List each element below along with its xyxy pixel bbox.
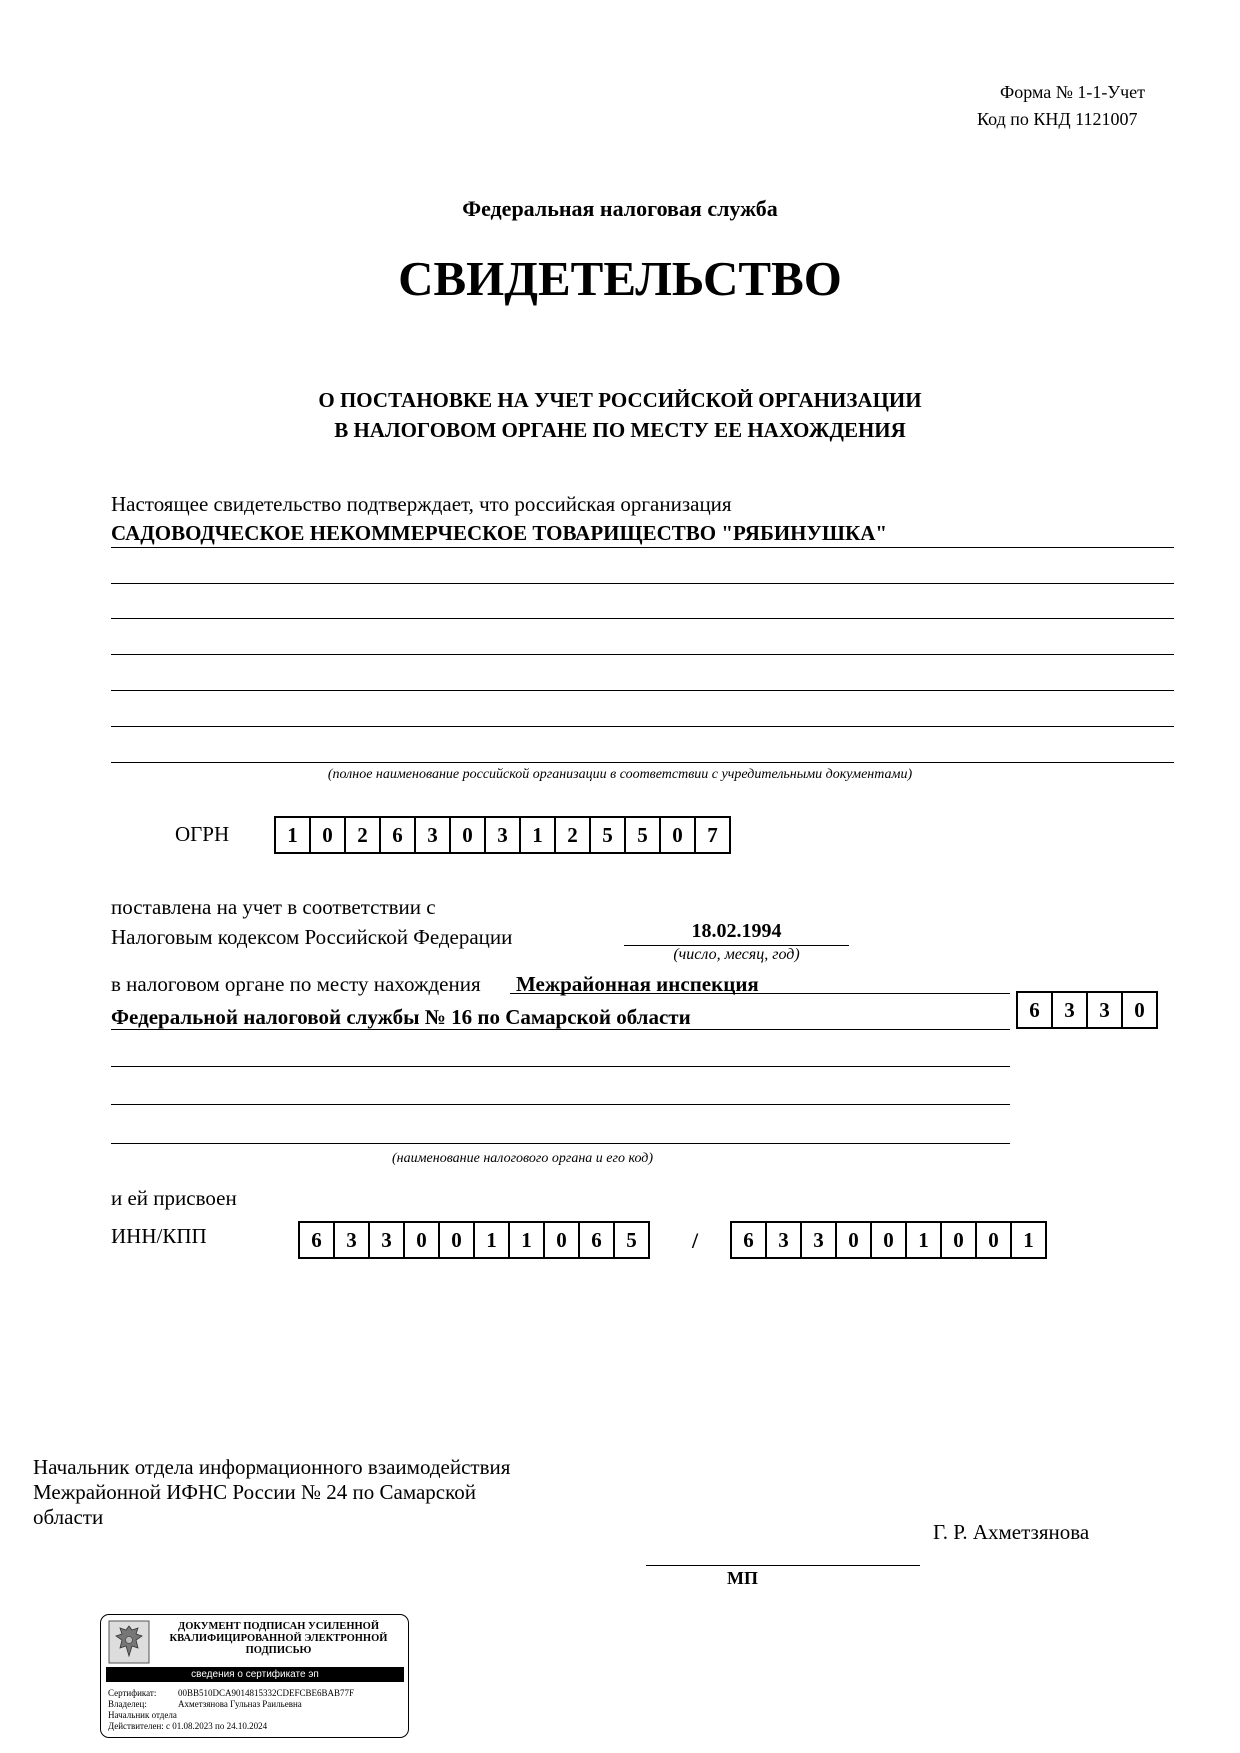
date-caption: (число, месяц, год) bbox=[673, 946, 800, 963]
certificate-label: Сертификат: bbox=[108, 1688, 157, 1698]
authority-code-cells bbox=[1016, 991, 1158, 1029]
inn-digit-cell: 0 bbox=[405, 1223, 440, 1257]
authority-line bbox=[510, 993, 1010, 994]
inn-digit-cell: 5 bbox=[615, 1223, 650, 1257]
ogrn-digit-cell: 5 bbox=[591, 818, 626, 852]
inn-digit-cell: 3 bbox=[335, 1223, 370, 1257]
validity-value: с 01.08.2023 по 24.10.2024 bbox=[166, 1721, 268, 1731]
signatory-position-3: области bbox=[33, 1505, 104, 1529]
document-title: СВИДЕТЕЛЬСТВО bbox=[398, 251, 842, 306]
inn-digit-cell: 1 bbox=[475, 1223, 510, 1257]
kpp-digit-cell: 1 bbox=[907, 1223, 942, 1257]
org-name-line bbox=[111, 654, 1174, 655]
signatory-position-1: Начальник отдела информационного взаимодействия bbox=[33, 1455, 511, 1479]
kpp-digit-cell: 3 bbox=[767, 1223, 802, 1257]
inn-digit-cell: 0 bbox=[545, 1223, 580, 1257]
authority-name-2: Федеральной налоговой службы № 16 по Самарской области bbox=[111, 1005, 691, 1029]
ogrn-digit-cell: 0 bbox=[661, 818, 696, 852]
kpp-digit-cell: 0 bbox=[872, 1223, 907, 1257]
org-name-line bbox=[111, 583, 1174, 584]
ogrn-digit-cell: 0 bbox=[311, 818, 346, 852]
ogrn-cells bbox=[274, 816, 731, 854]
authority-code-digit-cell: 3 bbox=[1088, 993, 1123, 1027]
ogrn-digit-cell: 2 bbox=[556, 818, 591, 852]
e-signature-stamp bbox=[100, 1614, 409, 1738]
kpp-digit-cell: 6 bbox=[732, 1223, 767, 1257]
organization-name: САДОВОДЧЕСКОЕ НЕКОММЕРЧЕСКОЕ ТОВАРИЩЕСТВО "РЯБИНУШКА" bbox=[111, 521, 888, 545]
org-name-line bbox=[111, 690, 1174, 691]
ogrn-digit-cell: 2 bbox=[346, 818, 381, 852]
authority-name: Федеральная налоговая служба bbox=[462, 196, 778, 221]
authority-code-digit-cell: 0 bbox=[1123, 993, 1158, 1027]
org-name-caption: (полное наименование российской организации в соответствии с учредительными документами) bbox=[327, 767, 913, 782]
inn-digit-cell: 6 bbox=[300, 1223, 335, 1257]
ogrn-digit-cell: 0 bbox=[451, 818, 486, 852]
registration-line-2: Налоговым кодексом Российской Федерации bbox=[111, 925, 513, 949]
kpp-digit-cell: 0 bbox=[837, 1223, 872, 1257]
authority-line bbox=[111, 1066, 1010, 1067]
form-number: Форма № 1-1-Учет bbox=[1000, 82, 1146, 102]
authority-code-digit-cell: 6 bbox=[1018, 993, 1053, 1027]
inn-cells bbox=[298, 1221, 650, 1259]
kpp-digit-cell: 3 bbox=[802, 1223, 837, 1257]
authority-code-digit-cell: 3 bbox=[1053, 993, 1088, 1027]
ogrn-digit-cell: 1 bbox=[276, 818, 311, 852]
ogrn-digit-cell: 7 bbox=[696, 818, 731, 852]
kpp-digit-cell: 0 bbox=[977, 1223, 1012, 1257]
owner-label: Владелец: bbox=[108, 1699, 147, 1709]
authority-line bbox=[111, 1029, 1010, 1030]
kpp-digit-cell: 1 bbox=[1012, 1223, 1047, 1257]
inn-digit-cell: 0 bbox=[440, 1223, 475, 1257]
subtitle-line-1: О ПОСТАНОВКЕ НА УЧЕТ РОССИЙСКОЙ ОРГАНИЗАЦИИ bbox=[318, 388, 922, 412]
authority-line bbox=[111, 1143, 1010, 1144]
intro-text: Настоящее свидетельство подтверждает, что российская организация bbox=[111, 492, 732, 516]
authority-caption: (наименование налогового органа и его код) bbox=[392, 1151, 654, 1166]
knd-code: Код по КНД 1121007 bbox=[977, 109, 1138, 129]
ogrn-label: ОГРН bbox=[175, 822, 230, 846]
signatory-position-2: Межрайонной ИФНС России № 24 по Самарской bbox=[33, 1480, 476, 1504]
inn-kpp-separator: / bbox=[692, 1228, 699, 1253]
org-name-line bbox=[111, 618, 1174, 619]
stamp-owner-position: Начальник отдела bbox=[108, 1710, 177, 1720]
registration-date: 18.02.1994 bbox=[691, 920, 782, 942]
owner-value: Ахметзянова Гульназ Раильевна bbox=[178, 1699, 302, 1709]
kpp-digit-cell: 0 bbox=[942, 1223, 977, 1257]
inn-digit-cell: 6 bbox=[580, 1223, 615, 1257]
ogrn-digit-cell: 5 bbox=[626, 818, 661, 852]
inn-kpp-label: ИНН/КПП bbox=[111, 1224, 207, 1248]
ogrn-digit-cell: 1 bbox=[521, 818, 556, 852]
stamp-title: ДОКУМЕНТ ПОДПИСАН УСИЛЕННОЙ КВАЛИФИЦИРОВАННОЙ ЭЛЕКТРОННОЙ ПОДПИСЬЮ bbox=[169, 1621, 388, 1656]
stamp-certificate-bar: сведения о сертификате эп bbox=[106, 1667, 404, 1682]
inn-digit-cell: 3 bbox=[370, 1223, 405, 1257]
authority-line bbox=[111, 1104, 1010, 1105]
signatory-name: Г. Р. Ахметзянова bbox=[933, 1520, 1090, 1544]
authority-name-1: Межрайонная инспекция bbox=[516, 972, 759, 996]
stamp-certificate-row bbox=[108, 1688, 354, 1698]
stamp-validity-row bbox=[108, 1721, 267, 1731]
inn-digit-cell: 1 bbox=[510, 1223, 545, 1257]
validity-label: Действителен: bbox=[108, 1721, 164, 1731]
authority-intro: в налоговом органе по месту нахождения bbox=[111, 972, 481, 996]
ogrn-digit-cell: 3 bbox=[486, 818, 521, 852]
assigned-intro: и ей присвоен bbox=[111, 1186, 237, 1210]
seal-mark: МП bbox=[727, 1568, 758, 1588]
registration-line-1: поставлена на учет в соответствии с bbox=[111, 895, 436, 919]
ogrn-digit-cell: 3 bbox=[416, 818, 451, 852]
subtitle-line-2: В НАЛОГОВОМ ОРГАНЕ ПО МЕСТУ ЕЕ НАХОЖДЕНИЯ bbox=[334, 418, 906, 442]
org-name-line bbox=[111, 762, 1174, 763]
kpp-cells bbox=[730, 1221, 1047, 1259]
signature-line bbox=[646, 1565, 920, 1566]
stamp-owner-row bbox=[108, 1699, 302, 1709]
org-name-line bbox=[111, 726, 1174, 727]
ogrn-digit-cell: 6 bbox=[381, 818, 416, 852]
org-name-line bbox=[111, 547, 1174, 548]
russian-coat-of-arms-icon bbox=[108, 1620, 150, 1664]
certificate-value: 00BB510DCA9014815332CDEFCBE6BAB77F bbox=[178, 1688, 355, 1698]
